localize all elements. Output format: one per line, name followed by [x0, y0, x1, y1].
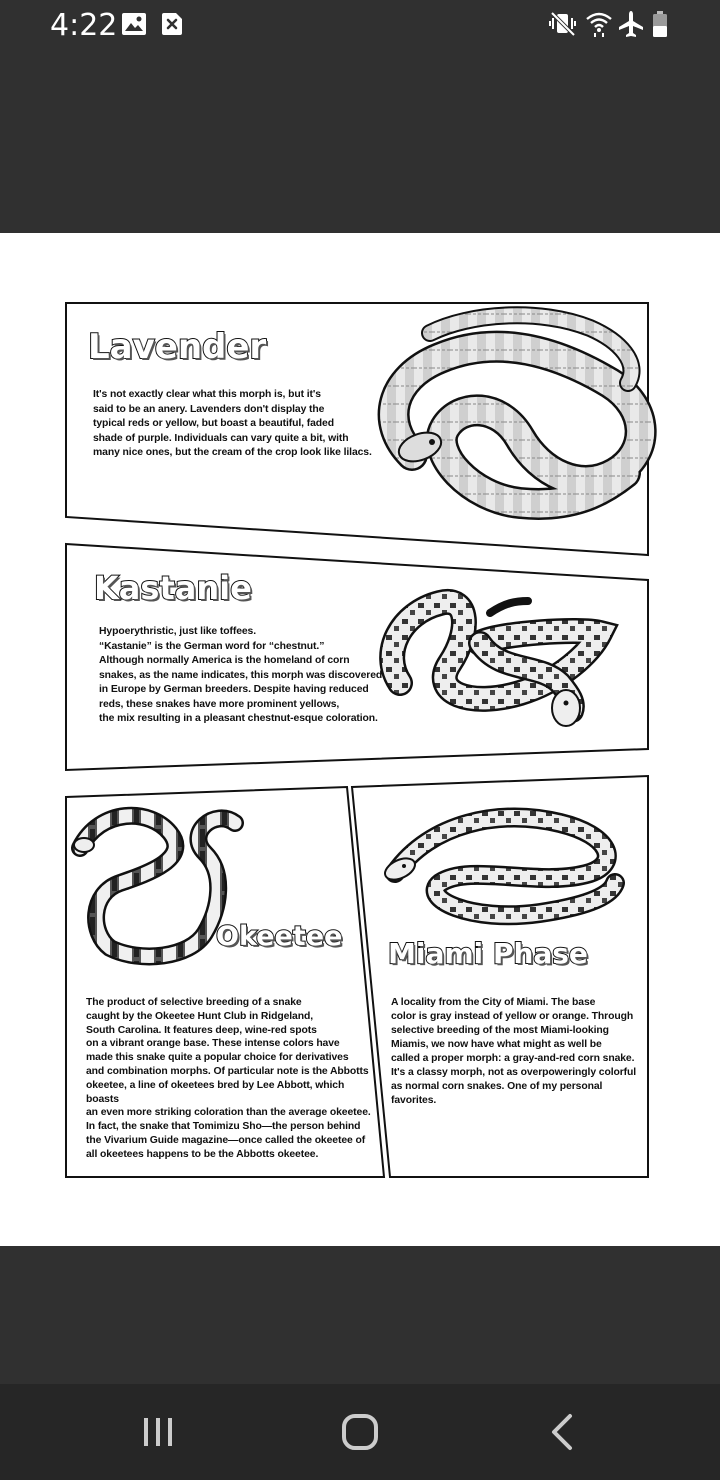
airplane-mode-icon [618, 10, 644, 38]
home-icon[interactable] [330, 1406, 390, 1458]
back-icon[interactable] [532, 1406, 592, 1458]
status-bar [0, 0, 720, 50]
lavender-title: Lavender [88, 327, 267, 367]
kastanie-description: Hypoerythristic, just like toffees. “Kastanie” is the German word for “chestnut.” Although normally America is the homeland of corn snakes, as the name indicates, this morph was discovered in Europe by German breeders. Despite having reduced reds, these snakes have more prominent yellows, the mix resulting in a pleasant chestnut-esque coloration. [99, 626, 383, 724]
vibrate-mute-icon [549, 10, 577, 38]
status-time: 4:22 [50, 8, 118, 43]
image-icon [121, 12, 147, 36]
wifi-icon [586, 10, 612, 38]
lavender-description: It's not exactly clear what this morph is, but it's said to be an anery. Lavenders don't display the typical reds or yellow, but boast a beautiful, faded shade of purple. Individuals can vary quite a bit, with many nice ones, but the cream of the crop look like lilacs. [93, 389, 372, 458]
close-box-icon [161, 12, 183, 36]
kastanie-title: Kastanie [94, 569, 252, 607]
navigation-bar [0, 1384, 720, 1480]
miami-title: Miami Phase [388, 937, 588, 970]
okeetee-description: The product of selective breeding of a snake caught by the Okeetee Hunt Club in Ridgeland, South Carolina. It features deep, wine-red spots on a vibrant orange base. These intense colors have made this snake quite a popular choice for derivatives and combination morphs. Of particular note is the Abbotts okeetee, a line of okeetees bred by Lee Abbott, which boasts an even more striking coloration than the average okeetee. In fact, the snake that Tomimizu Sho—the person behind the Vivarium Guide magazine—once called the okeetee of all okeetees happens to be the Abbotts okeetee. [86, 997, 371, 1160]
okeetee-title: Okeetee [216, 921, 343, 952]
miami-description: A locality from the City of Miami. The base color is gray instead of yellow or orange. Through selective breeding of the most Miami-looking Miamis, we now have what might as well be called a proper morph: a gray-and-red corn snake. It's a classy morph, not as overpoweringly colorful as normal corn snakes. One of my personal favorites. [391, 997, 637, 1106]
recent-apps-icon[interactable] [128, 1406, 188, 1458]
manga-page [0, 233, 720, 1246]
battery-icon [652, 10, 668, 38]
